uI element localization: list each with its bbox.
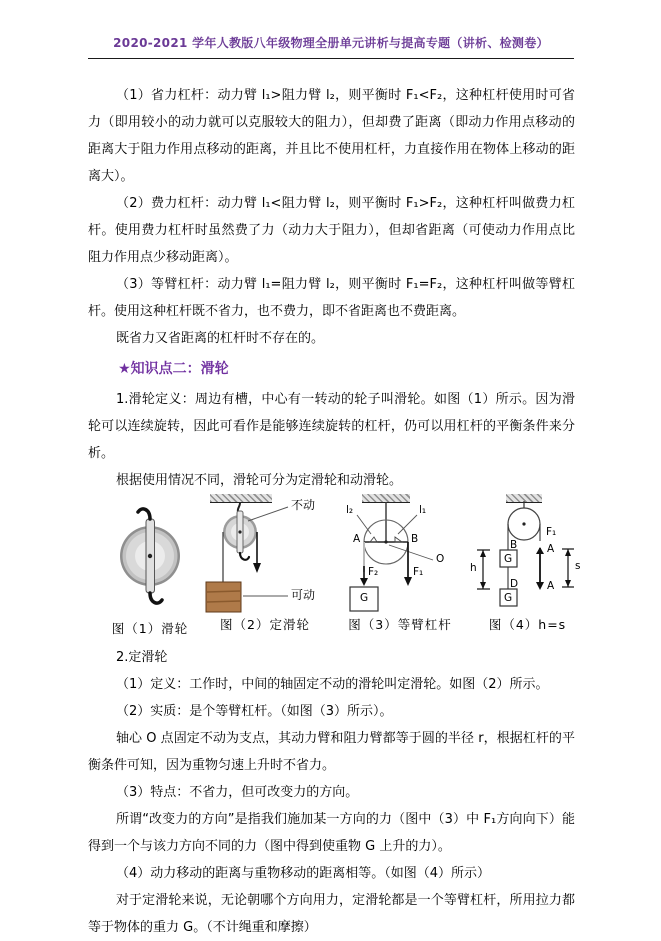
distance-equality-illustration <box>470 494 585 616</box>
paragraph-change-direction: 所谓“改变力的方向”是指我们施加某一方向的力（图中（3）中 F₁方向向下）能得到一个与该力方向不同的力（图中得到使重物 G 上升的力）。 <box>88 812 575 854</box>
label-weight-g-upper: G <box>504 553 513 565</box>
label-point-a-bottom: A <box>547 580 555 592</box>
label-weight-g-lower: G <box>504 592 513 604</box>
paragraph-fixed-pulley-conclusion: 对于定滑轮来说，无论朝哪个方向用力，定滑轮都是一个等臂杠杆，所用拉力都等于物体的重力 G。（不计绳重和摩擦） <box>88 893 575 935</box>
label-weight-g: G <box>360 592 369 604</box>
figure1-caption: 图（1）滑轮 <box>111 621 189 636</box>
paragraph-fixed-pulley-essence: （2）实质：是个等臂杠杆。（如图（3）所示）。 <box>115 704 393 719</box>
label-arm-l2: l₂ <box>346 504 354 516</box>
label-force-f1: F₁ <box>413 566 424 578</box>
paragraph-no-ideal-lever: 既省力又省距离的杠杆时不存在的。 <box>115 331 324 346</box>
label-arm-l1: l₁ <box>419 504 427 516</box>
label-point-a-top: A <box>547 543 555 555</box>
label-movable-part: 可动 <box>291 588 316 602</box>
paragraph-effort-costing-lever: （2）费力杠杆：动力臂 l₁<阻力臂 l₂，则平衡时 F₁>F₂，这种杠杆叫做费力杠杆。使用费力杠杆时虽然费了力（动力大于阻力），但却省距离（可使动力作用点比阻力作用点少移动距离）。 <box>88 196 575 265</box>
label-point-d: D <box>510 578 519 590</box>
figure-fixed-pulley <box>196 494 334 640</box>
figure4-caption: 图（4）h=s <box>488 617 567 632</box>
paragraph-equal-arm-lever: （3）等臂杠杆：动力臂 l₁=阻力臂 l₂，则平衡时 F₁=F₂，这种杠杆叫做等臂杠杆。使用这种杠杆既不省力，也不费力，即不省距离也不费距离。 <box>88 277 575 319</box>
figure-equal-arm-lever <box>336 494 464 640</box>
paragraph-fixed-pulley-definition: （1）定义：工作时，中间的轴固定不动的滑轮叫定滑轮。如图（2）所示。 <box>115 677 549 692</box>
paragraph-equal-distance: （4）动力移动的距离与重物移动的距离相等。（如图（4）所示） <box>115 866 490 881</box>
figure-pulley <box>108 498 192 644</box>
label-force-f2: F₂ <box>368 566 379 578</box>
label-point-b: B <box>510 539 518 551</box>
paragraph-labor-saving-lever: （1）省力杠杆：动力臂 l₁>阻力臂 l₂，则平衡时 F₁<F₂，这种杠杆使用时可省力（即用较小的动力就可以克服较大的阻力），但却费了距离（即动力作用点移动的距离大于阻力作用点移动的距离，并且比不使用杠杆，力直接作用在物体上移动的距离大）。 <box>88 88 575 184</box>
paragraph-pulley-types: 根据使用情况不同，滑轮可分为定滑轮和动滑轮。 <box>115 473 402 488</box>
equal-arm-lever-illustration <box>336 494 464 616</box>
figure-h-equals-s <box>470 494 585 640</box>
label-distance-s: s <box>575 560 581 572</box>
pulley-illustration <box>108 498 192 616</box>
paragraph-pulley-definition: 1.滑轮定义：周边有槽，中心有一转动的轮子叫滑轮。如图（1）所示。因为滑轮可以连续旋转，因此可看作是能够连续旋转的杠杆，仍可以用杠杆的平衡条件来分析。 <box>88 392 575 461</box>
paragraph-fixed-pulley-title: 2.定滑轮 <box>115 650 168 665</box>
page-header-title: 2020-2021 学年人教版八年级物理全册单元讲析与提高专题（讲析、检测卷） <box>88 34 574 59</box>
document-body <box>88 82 581 941</box>
label-height-h: h <box>470 562 477 574</box>
section-heading-knowledge-point-2: ★知识点二：滑轮 <box>118 361 229 377</box>
figures-row <box>88 494 581 644</box>
figure2-caption: 图（2）定滑轮 <box>220 617 310 632</box>
label-point-b: B <box>411 533 419 545</box>
figure3-caption: 图（3）等臂杠杆 <box>348 617 452 632</box>
paragraph-fixed-pulley-feature: （3）特点：不省力，但可改变力的方向。 <box>115 785 359 800</box>
label-force-f1: F₁ <box>546 526 557 538</box>
label-fixed-part: 不动 <box>291 498 316 512</box>
label-fulcrum-o: O <box>436 553 445 565</box>
paragraph-fixed-pulley-axis: 轴心 O 点固定不动为支点，其动力臂和阻力臂都等于圆的半径 r，根据杠杆的平衡条件可知，因为重物匀速上升时不省力。 <box>88 731 575 773</box>
label-point-a: A <box>353 533 361 545</box>
